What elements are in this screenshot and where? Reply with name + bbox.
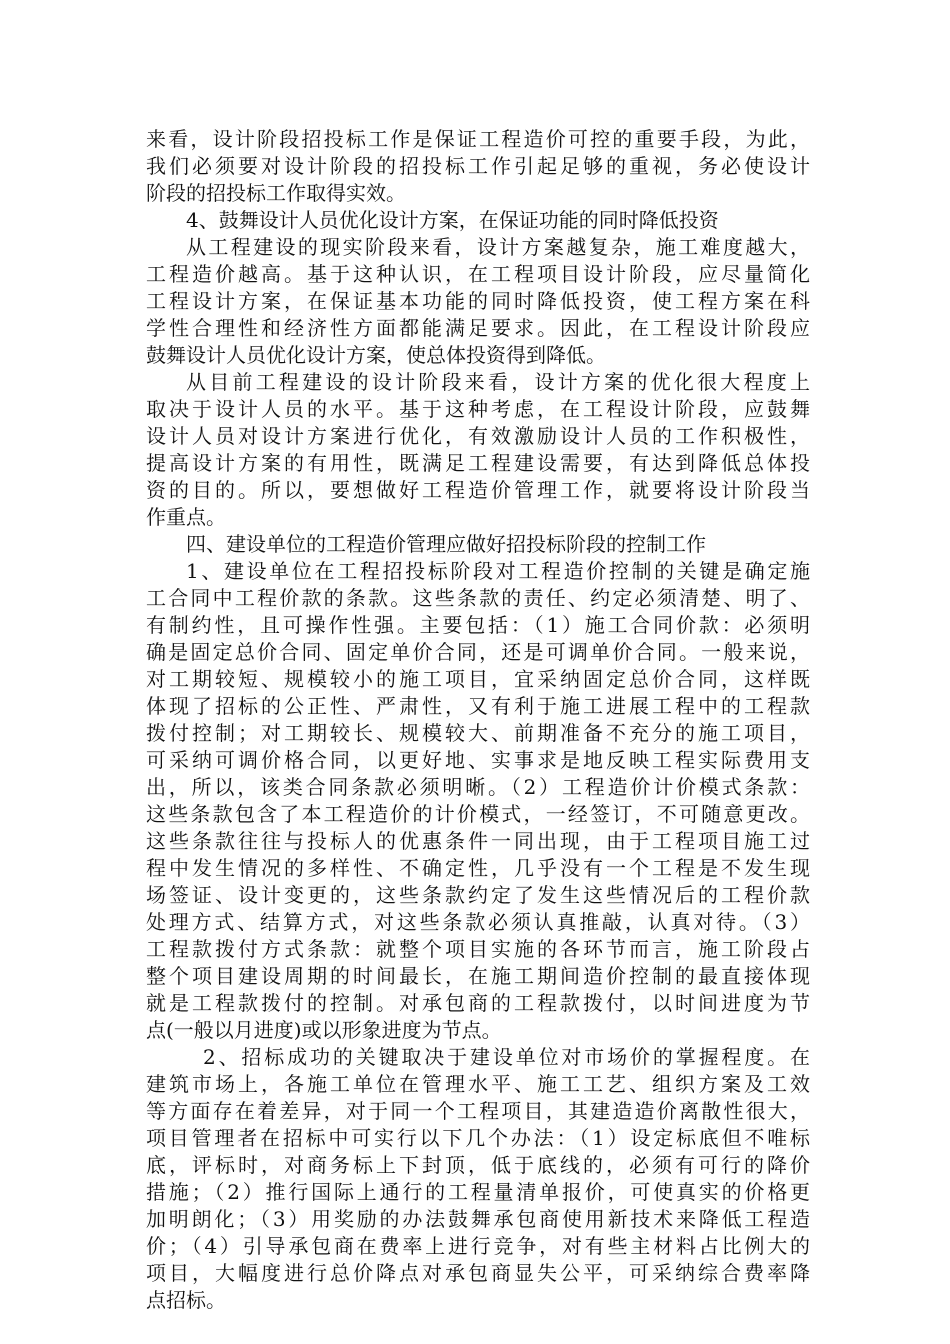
text-line: 取决于设计人员的水平。基于这种考虑，在工程设计阶段，应鼓舞 <box>146 397 810 421</box>
text-line: 从工程建设的现实阶段来看，设计方案越复杂，施工难度越大， <box>186 235 810 259</box>
text-line: 对工期较短、规模较小的施工项目，宜采纳固定总价合同，这样既 <box>146 667 810 691</box>
text-line: 有制约性，且可操作性强。主要包括：（1）施工合同价款：必须明 <box>146 613 810 637</box>
text-line: 从目前工程建设的设计阶段来看，设计方案的优化很大程度上 <box>186 370 810 394</box>
text-line: 鼓舞设计人员优化设计方案，使总体投资得到降低。 <box>146 343 606 367</box>
text-line: 阶段的招投标工作取得实效。 <box>146 181 406 205</box>
text-line: 程中发生情况的多样性、不确定性，几乎没有一个工程是不发生现 <box>146 856 810 880</box>
text-line: 拨付控制；对工期较长、规模较大、前期准备不充分的施工项目， <box>146 721 810 745</box>
text-line: 项目，大幅度进行总价降点对承包商显失公平，可采纳综合费率降 <box>146 1261 810 1285</box>
text-line: 项目管理者在招标中可实行以下几个办法：（1）设定标底但不唯标 <box>146 1126 810 1150</box>
text-line: 底，评标时，对商务标上下封顶，低于底线的，必须有可行的降价 <box>146 1153 810 1177</box>
text-line: 建筑市场上，各施工单位在管理水平、施工工艺、组织方案及工效 <box>146 1072 810 1096</box>
section-heading: 4、鼓舞设计人员优化设计方案，在保证功能的同时降低投资 <box>186 208 719 232</box>
text-line: 等方面存在着差异，对于同一个工程项目，其建造造价离散性很大， <box>146 1099 810 1123</box>
text-line: 点招标。 <box>146 1288 226 1312</box>
section-heading: 四、建设单位的工程造价管理应做好招投标阶段的控制工作 <box>186 532 706 556</box>
text-line: 措施；（2）推行国际上通行的工程量清单报价，可使真实的价格更 <box>146 1180 810 1204</box>
text-line: 加明朗化；（3）用奖励的办法鼓舞承包商使用新技术来降低工程造 <box>146 1207 810 1231</box>
document-body <box>146 126 810 1314</box>
text-line: 体现了招标的公正性、严肃性，又有利于施工进展工程中的工程款 <box>146 694 810 718</box>
text-line: 处理方式、结算方式，对这些条款必须认真推敲，认真对待。（3） <box>146 910 810 934</box>
text-line: 工程造价越高。基于这种认识，在工程项目设计阶段，应尽量简化 <box>146 262 810 286</box>
text-line: 来看，设计阶段招投标工作是保证工程造价可控的重要手段，为此， <box>146 127 810 151</box>
text-line: 价；（4）引导承包商在费率上进行竞争，对有些主材料占比例大的 <box>146 1234 810 1258</box>
text-line: 提高设计方案的有用性，既满足工程建设需要，有达到降低总体投 <box>146 451 810 475</box>
text-line: 作重点。 <box>146 505 226 529</box>
text-line: 1、建设单位在工程招投标阶段对工程造价控制的关键是确定施 <box>186 559 810 583</box>
text-line: 就是工程款拨付的控制。对承包商的工程款拨付，以时间进度为节 <box>146 991 810 1015</box>
text-line: 场签证、设计变更的，这些条款约定了发生这些情况后的工程价款 <box>146 883 810 907</box>
text-line: 整个项目建设周期的时间最长，在施工期间造价控制的最直接体现 <box>146 964 810 988</box>
text-line: 这些条款包含了本工程造价的计价模式，一经签订，不可随意更改。 <box>146 802 810 826</box>
text-line: 学性合理性和经济性方面都能满足要求。因此，在工程设计阶段应 <box>146 316 810 340</box>
text-line: 设计人员对设计方案进行优化，有效激励设计人员的工作积极性， <box>146 424 810 448</box>
text-line: 工合同中工程价款的条款。这些条款的责任、约定必须清楚、明了、 <box>146 586 810 610</box>
text-line: 工程款拨付方式条款：就整个项目实施的各环节而言，施工阶段占 <box>146 937 810 961</box>
text-line: 我们必须要对设计阶段的招投标工作引起足够的重视，务必使设计 <box>146 154 810 178</box>
text-line: 这些条款往往与投标人的优惠条件一同出现，由于工程项目施工过 <box>146 829 810 853</box>
text-line: 资的目的。所以，要想做好工程造价管理工作，就要将设计阶段当 <box>146 478 810 502</box>
text-line: 点(一般以月进度)或以形象进度为节点。 <box>146 1018 502 1042</box>
text-line: 可采纳可调价格合同，以更好地、实事求是地反映工程实际费用支 <box>146 748 810 772</box>
text-line: 工程设计方案，在保证基本功能的同时降低投资，使工程方案在科 <box>146 289 810 313</box>
text-line: 出，所以，该类合同条款必须明晰。（2）工程造价计价模式条款： <box>146 775 810 799</box>
text-line: 2、招标成功的关键取决于建设单位对市场价的掌握程度。在 <box>203 1045 810 1069</box>
text-line: 确是固定总价合同、固定单价合同，还是可调单价合同。一般来说， <box>146 640 810 664</box>
